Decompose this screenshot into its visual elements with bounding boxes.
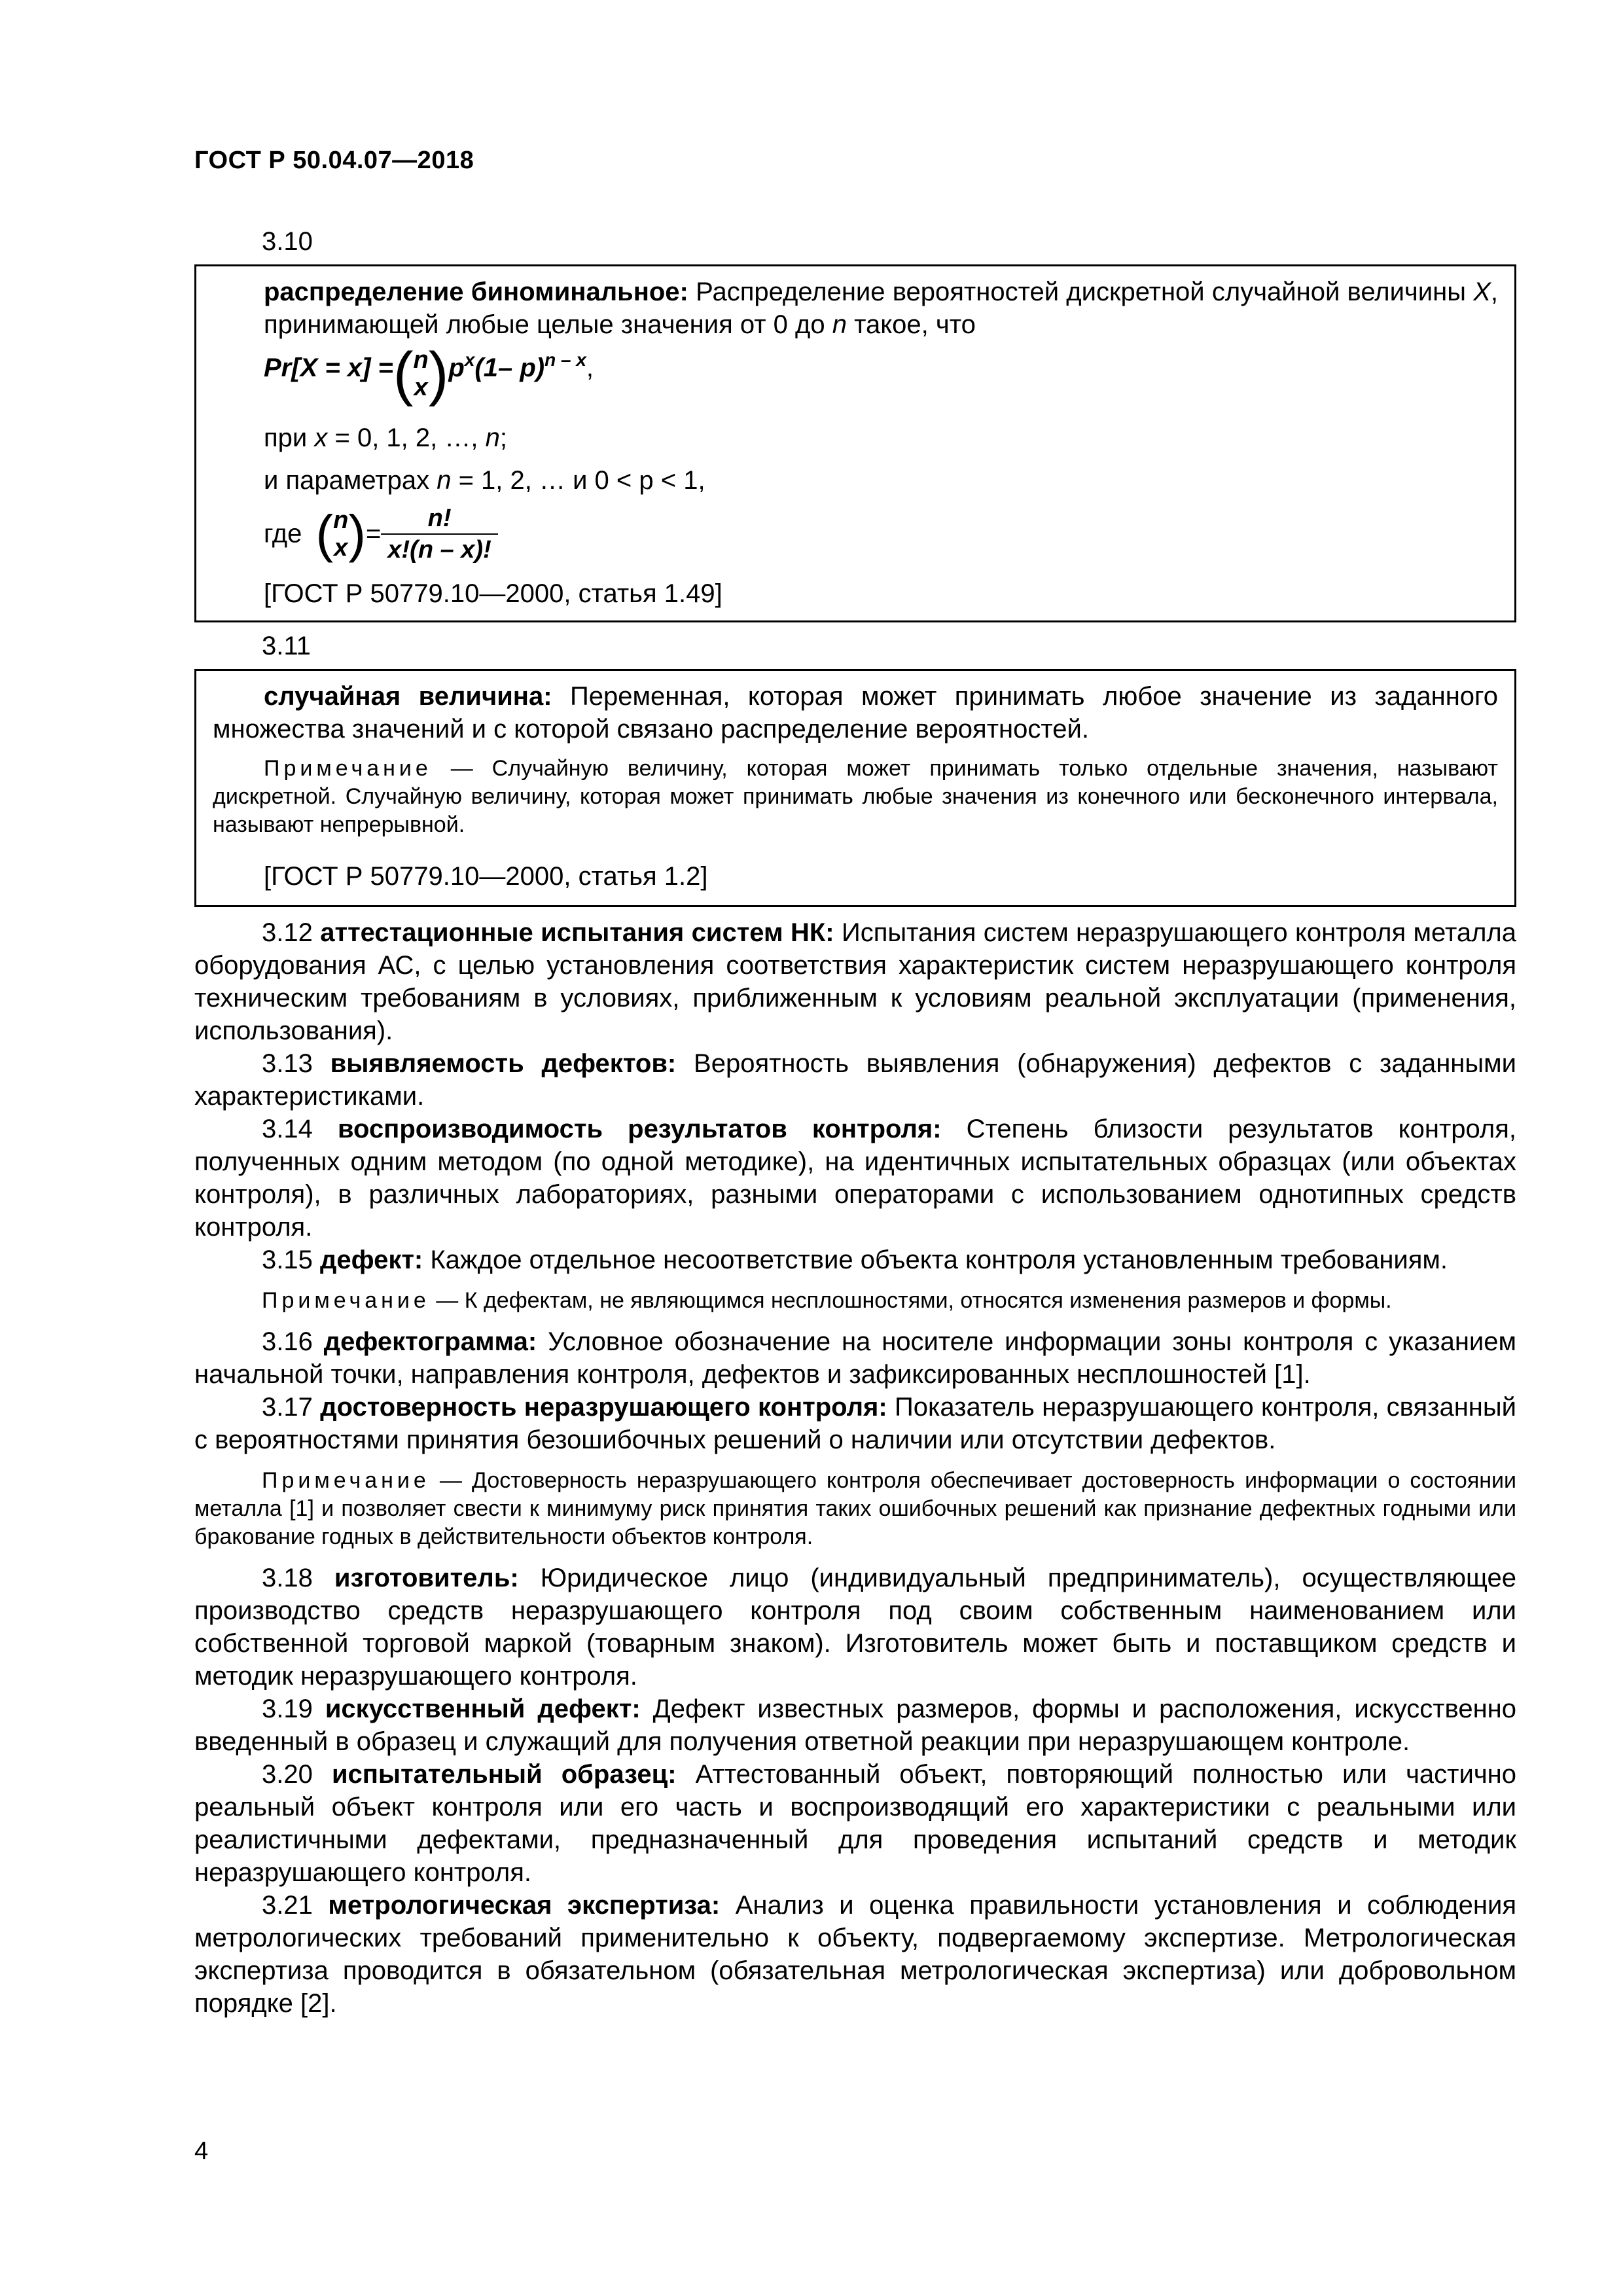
definition-box-3-10 [194, 264, 1516, 622]
note-3-15: Примечание — К дефектам, не являющимся несплошностями, относятся изменения размеров и формы. [262, 1288, 1392, 1313]
entry-3-20: 3.20 испытательный образец: Аттестованный объект, повторяющий полностью или частично реальный объект контроля или его часть и воспроизводящий его характеристики с реальными или реалистичными дефектами, предназначенный для проведения испытаний средств и методик неразрушающего контроля. [194, 1760, 1516, 1887]
entry-3-17: 3.17 достоверность неразрушающего контроля: Показатель неразрушающего контроля, связанный с вероятностями принятия безошибочных решений о наличии или отсутствии дефектов. [194, 1393, 1516, 1454]
document-header: ГОСТ Р 50.04.07—2018 [194, 147, 474, 174]
definition-text-3-11: случайная величина: Переменная, которая может принимать любое значение из заданного множества значений и с которой связано распределение вероятностей. [213, 682, 1498, 744]
definitions-body [194, 916, 1516, 2020]
term-binomial: распределение биноминальное: [264, 278, 688, 306]
note-3-11: Примечание — Случайную величину, которая может принимать только отдельные значения, называют дискретной. Случайную величину, которая может принимать любые значения из конечного или бесконечного интервала, называют непрерывной. [213, 756, 1498, 837]
source-3-10: [ГОСТ Р 50779.10—2000, статья 1.49] [264, 579, 722, 608]
page-number: 4 [194, 2138, 209, 2165]
binomial-formula: Pr[X = x] =( n x )px(1– p)n – x, [264, 340, 594, 407]
source-3-11: [ГОСТ Р 50779.10—2000, статья 1.2] [264, 862, 708, 891]
note-3-17: Примечание — Достоверность неразрушающего контроля обеспечивает достоверность информации о состоянии металла [1] и позволяет свести к минимуму риск принятия таких ошибочных решений как признание дефектных годными или бракование годных в действительности объектов контроля. [194, 1468, 1516, 1549]
definition-text-3-10: распределение биноминальное: Распределение вероятностей дискретной случайной величины X, принимающей любые целые значения от 0 до n такое, что [264, 278, 1498, 339]
section-number-3-11: 3.11 [262, 632, 311, 660]
binomial-coefficient-formula: где ( n x )= $\frac{n!}{x!(n - x)!}$ [264, 503, 498, 565]
entry-3-12: 3.12 аттестационные испытания систем НК: Испытания систем неразрушающего контроля металла оборудования АС, с целью установления соответствия характеристик систем неразрушающего контроля техническим требованиям в условиях, приближенным к условиям реальной эксплуатации (применения, использования). [194, 918, 1517, 1045]
entry-3-13: 3.13 выявляемость дефектов: Вероятность выявления (обнаружения) дефектов с заданными характеристиками. [194, 1049, 1516, 1111]
entry-3-16: 3.16 дефектограмма: Условное обозначение на носителе информации зоны контроля с указанием начальной точки, направления контроля, дефектов и зафиксированных несплошностей [1]. [194, 1327, 1517, 1389]
entry-3-19: 3.19 искусственный дефект: Дефект известных размеров, формы и расположения, искусственно введенный в образец и служащий для получения ответной реакции при неразрушающем контроле. [194, 1695, 1517, 1756]
condition-line-x: при x = 0, 1, 2, …, n; [264, 423, 507, 452]
entry-3-15: 3.15 дефект: Каждое отдельное несоответствие объекта контроля установленным требованиям. [262, 1246, 1448, 1274]
entry-3-21: 3.21 метрологическая экспертиза: Анализ и оценка правильности установления и соблюдения метрологических требований применительно к объекту, подвергаемому экспертизе. Метрологическая экспертиза проводится в обязательном (обязательная метрологическая экспертиза) или добровольном порядке [2]. [194, 1891, 1517, 2018]
definition-box-3-11 [194, 669, 1516, 907]
condition-line-params: и параметрах n = 1, 2, … и 0 < p < 1, [264, 466, 705, 495]
section-number-3-10: 3.10 [262, 227, 313, 256]
entry-3-18: 3.18 изготовитель: Юридическое лицо (индивидуальный предприниматель), осуществляющее производство средств неразрушающего контроля под своим собственным наименованием или собственной торговой маркой (товарным знаком). Изготовитель может быть и поставщиком средств и методик неразрушающего контроля. [194, 1564, 1516, 1691]
term-random-variable: случайная величина: [264, 682, 552, 711]
entry-3-14: 3.14 воспроизводимость результатов контроля: Степень близости результатов контроля, полученных одним методом (по одной методике), на идентичных испытательных образцах (или объектах контроля), в различных лабораториях, разными операторами с использованием однотипных средств контроля. [194, 1115, 1517, 1242]
